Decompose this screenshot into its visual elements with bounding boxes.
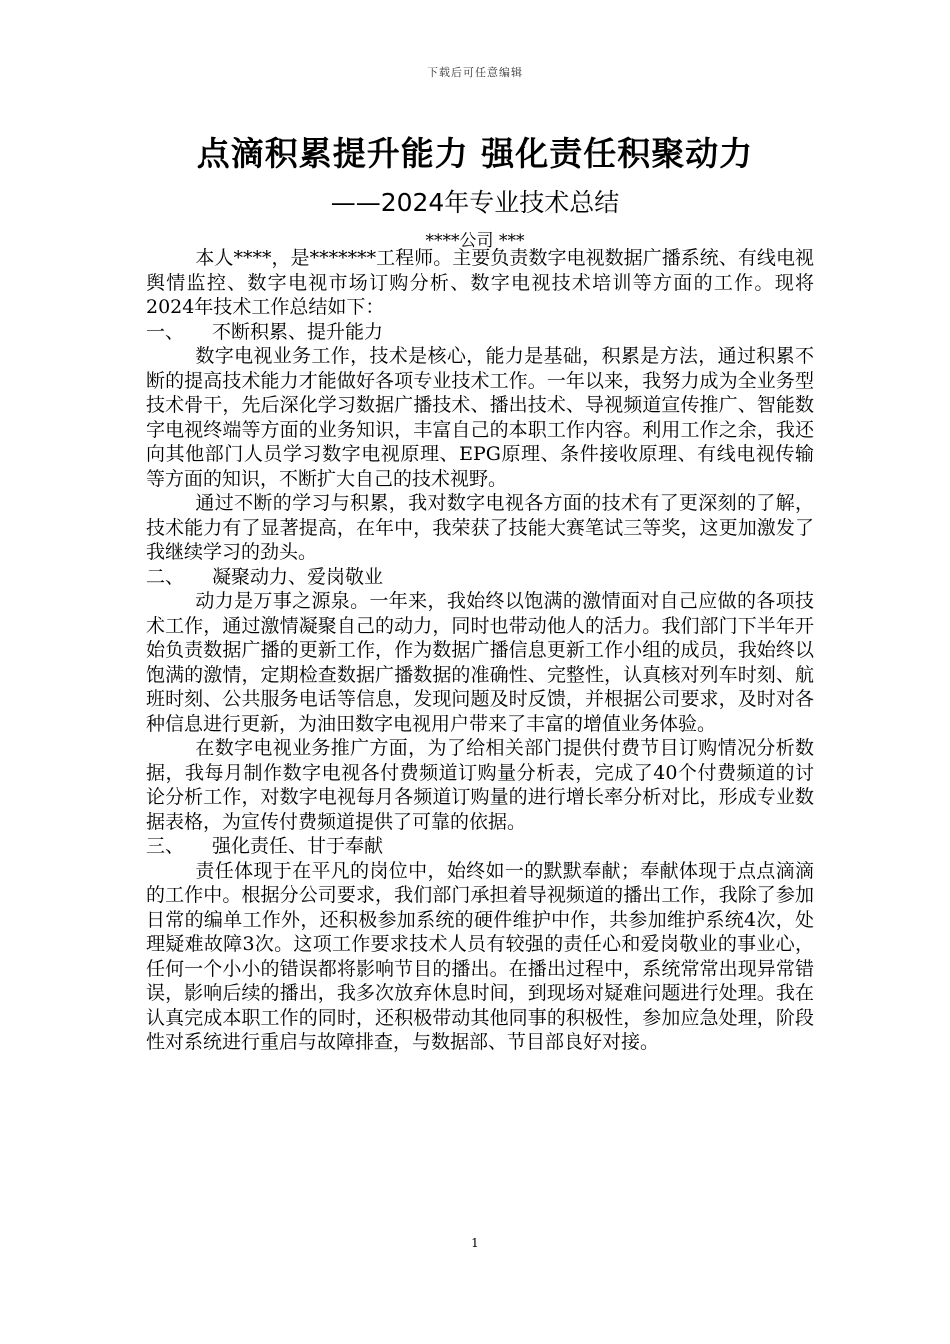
document-title: 点滴积累提升能力 强化责任积聚动力 (196, 134, 754, 173)
page-number: 1 (471, 1236, 479, 1250)
intro-paragraph: 本人****，是*******工程师。主要负责数字电视数据广播系统、有线电视舆情监控、数字电视市场订购分析、数字电视技术培训等方面的工作。现将2024年技术工作总结如下： (146, 247, 814, 318)
document-subtitle: ——2024年专业技术总结 (330, 188, 620, 217)
section-heading-3 (146, 834, 814, 859)
section-2-paragraph-2: 在数字电视业务推广方面，为了给相关部门提供付费节目订购情况分析数据，我每月制作数字电视各付费频道订购量分析表，完成了40个付费频道的讨论分析工作，对数字电视每月各频道订购量的进行增长率分析对比，形成专业数据表格，为宣传付费频道提供了可靠的依据。 (146, 737, 814, 833)
document-body (146, 246, 814, 1055)
section-number-3: 三、 (146, 835, 185, 857)
section-title-2: 凝聚动力、爱岗敬业 (212, 565, 384, 588)
section-number-2: 二、 (146, 565, 185, 588)
author-line: ****公司 *** (425, 231, 525, 251)
section-title-3: 强化责任、甘于奉献 (212, 835, 384, 857)
section-number-1: 一、 (146, 320, 185, 343)
section-3-paragraph-1: 责任体现于在平凡的岗位中，始终如一的默默奉献；奉献体现于点点滴滴的工作中。根据分公司要求，我们部门承担着导视频道的播出工作，我除了参加日常的编单工作外，还积极参加系统的硬件维护中作，共参加维护系统4次，处理疑难故障3次。这项工作要求技术人员有较强的责任心和爱岗敬业的事业心，任何一个小小的错误都将影响节目的播出。在播出过程中，系统常常出现异常错误，影响后续的播出，我多次放弃休息时间，到现场对疑难问题进行处理。我在认真完成本职工作的同时，还积极带动其他同事的积极性，参加应急处理，阶段性对系统进行重启与故障排查，与数据部、节目部良好对接。 (146, 859, 814, 1053)
header-note: 下载后可任意编辑 (427, 66, 523, 79)
section-title-1: 不断积累、提升能力 (212, 320, 384, 343)
section-1-paragraph-2: 通过不断的学习与积累，我对数字电视各方面的技术有了更深刻的了解，技术能力有了显著提高，在年中，我荣获了技能大赛笔试三等奖，这更加激发了我继续学习的劲头。 (146, 492, 814, 563)
section-heading-1 (146, 320, 814, 345)
section-2-paragraph-1: 动力是万事之源泉。一年来，我始终以饱满的激情面对自己应做的各项技术工作，通过激情凝聚自己的动力，同时也带动他人的活力。我们部门下半年开始负责数据广播的更新工作，作为数据广播信息更新工作小组的成员，我始终以饱满的激情，定期检查数据广播数据的准确性、完整性，认真核对列车时刻、航班时刻、公共服务电话等信息，发现问题及时反馈，并根据公司要求，及时对各种信息进行更新，为油田数字电视用户带来了丰富的增值业务体验。 (146, 590, 814, 735)
section-1-paragraph-1: 数字电视业务工作，技术是核心，能力是基础，积累是方法，通过积累不断的提高技术能力才能做好各项专业技术工作。一年以来，我努力成为全业务型技术骨干，先后深化学习数据广播技术、播出技术、导视频道宣传推广、智能数字电视终端等方面的业务知识，丰富自己的本职工作内容。利用工作之余，我还向其他部门人员学习数字电视原理、EPG原理、条件接收原理、有线电视传输等方面的知识，不断扩大自己的技术视野。 (146, 345, 814, 490)
section-heading-2 (146, 565, 814, 590)
